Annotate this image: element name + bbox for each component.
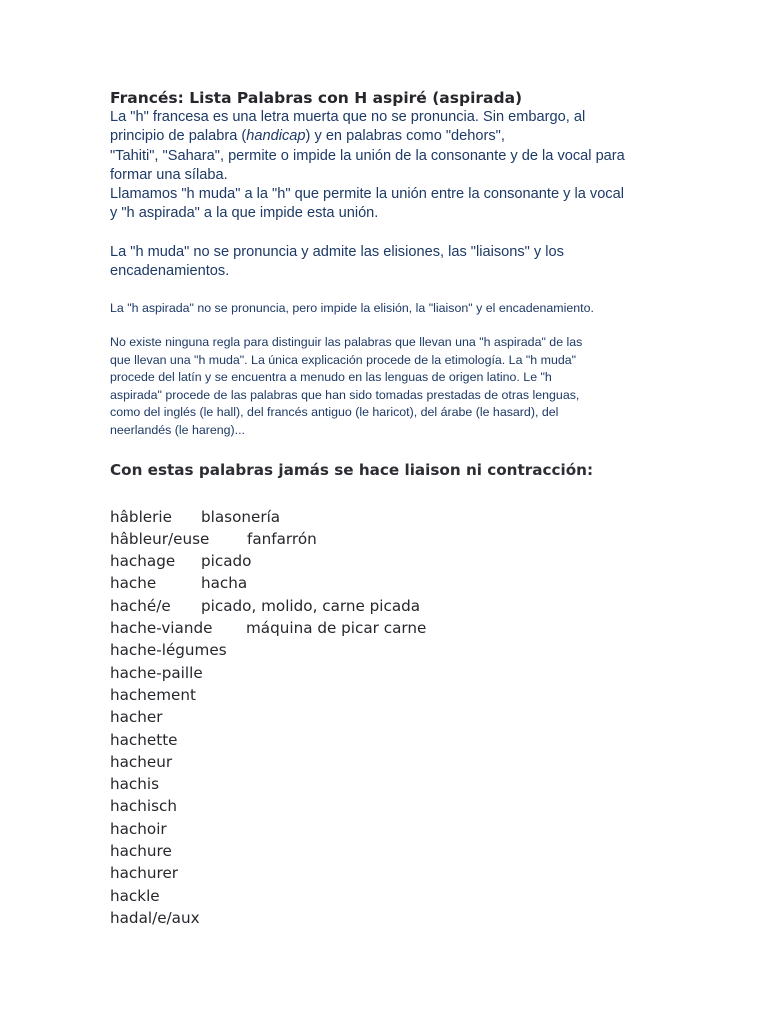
- french-word: hachis: [110, 775, 160, 794]
- french-word: hackle: [110, 886, 160, 905]
- intro-line: formar una sílaba.: [110, 166, 228, 183]
- word-row: [110, 572, 670, 594]
- intro-line: Llamamos "h muda" a la "h" que permite la unión entre la consonante y la vocal: [110, 186, 624, 203]
- intro-line-before: principio de palabra (: [110, 128, 247, 145]
- h-aspirada-paragraph: La "h aspirada" no se pronuncia, pero impide la elisión, la "liaison" y el encadenamiento.: [110, 301, 594, 316]
- french-word: hâbleur/euse: [110, 529, 210, 548]
- etymology-line: como del inglés (le hall), del francés antiguo (le haricot), del árabe (le hasard), del: [110, 405, 559, 420]
- h-muda-line: La "h muda" no se pronuncia y admite las elisiones, las "liaisons" y los: [110, 243, 564, 260]
- intro-line: y "h aspirada" a la que impide esta unión.: [110, 205, 379, 222]
- etymology-paragraph: [110, 334, 670, 440]
- french-word: hachoir: [110, 819, 167, 838]
- intro-paragraph: [110, 108, 670, 224]
- etymology-line: procede del latín y se encuentra a menudo en las lenguas de origen latino. Le "h: [110, 370, 552, 385]
- word-row: [110, 684, 670, 706]
- french-word: hadal/e/aux: [110, 908, 200, 927]
- word-row: [110, 795, 670, 817]
- word-row: [110, 885, 670, 907]
- intro-line-after: ) y en palabras como "dehors",: [305, 128, 505, 145]
- intro-line: [110, 127, 670, 146]
- french-word: hâblerie: [110, 507, 172, 526]
- french-word: hache-viande: [110, 619, 213, 638]
- french-word: hachage: [110, 552, 176, 571]
- word-row: [110, 506, 670, 528]
- french-word: hacher: [110, 708, 163, 727]
- h-muda-line: encadenamientos.: [110, 263, 230, 280]
- word-row: [110, 706, 670, 728]
- etymology-line: neerlandés (le hareng)...: [110, 422, 246, 437]
- french-word: hachure: [110, 841, 172, 860]
- word-row: [110, 751, 670, 773]
- word-row: [110, 550, 670, 572]
- french-word: hacheur: [110, 752, 173, 771]
- french-word: hache-légumes: [110, 641, 227, 660]
- intro-line: La "h" francesa es una letra muerta que no se pronuncia. Sin embargo, al: [110, 109, 586, 125]
- word-row: [110, 907, 670, 929]
- word-list: [110, 506, 670, 930]
- word-row: [110, 662, 670, 684]
- french-word: haché/e: [110, 596, 171, 615]
- word-row: [110, 617, 670, 639]
- spanish-translation: fanfarrón: [247, 529, 317, 548]
- word-row: [110, 729, 670, 751]
- etymology-line: aspirada" procede de las palabras que han sido tomadas prestadas de otras lenguas,: [110, 387, 580, 402]
- french-word: hachement: [110, 685, 196, 704]
- word-row: [110, 862, 670, 884]
- spanish-translation: blasonería: [201, 507, 281, 526]
- intro-line: "Tahiti", "Sahara", permite o impide la unión de la consonante y de la vocal para: [110, 147, 625, 164]
- french-word: hache-paille: [110, 663, 203, 682]
- spanish-translation: hacha: [201, 574, 248, 593]
- word-row: [110, 818, 670, 840]
- spanish-translation: picado, molido, carne picada: [201, 596, 421, 615]
- word-row: [110, 595, 670, 617]
- word-row: [110, 773, 670, 795]
- french-word: hachette: [110, 730, 178, 749]
- document-title: Francés: Lista Palabras con H aspiré (aspirada): [110, 89, 523, 107]
- word-row: [110, 840, 670, 862]
- etymology-line: No existe ninguna regla para distinguir las palabras que llevan una "h aspirada" de las: [110, 334, 583, 349]
- french-word: hachurer: [110, 864, 179, 883]
- french-word: hachisch: [110, 797, 178, 816]
- word-list-heading: Con estas palabras jamás se hace liaison ni contracción:: [110, 460, 594, 479]
- french-word: hache: [110, 574, 157, 593]
- spanish-translation: picado: [201, 552, 252, 571]
- handicap-italic: handicap: [246, 128, 306, 145]
- etymology-line: que llevan una "h muda". La única explicación procede de la etimología. La "h muda": [110, 352, 577, 367]
- document-page: [110, 88, 670, 929]
- word-row: [110, 528, 670, 550]
- h-muda-paragraph: [110, 243, 670, 282]
- spanish-translation: máquina de picar carne: [246, 619, 427, 638]
- word-row: [110, 639, 670, 661]
